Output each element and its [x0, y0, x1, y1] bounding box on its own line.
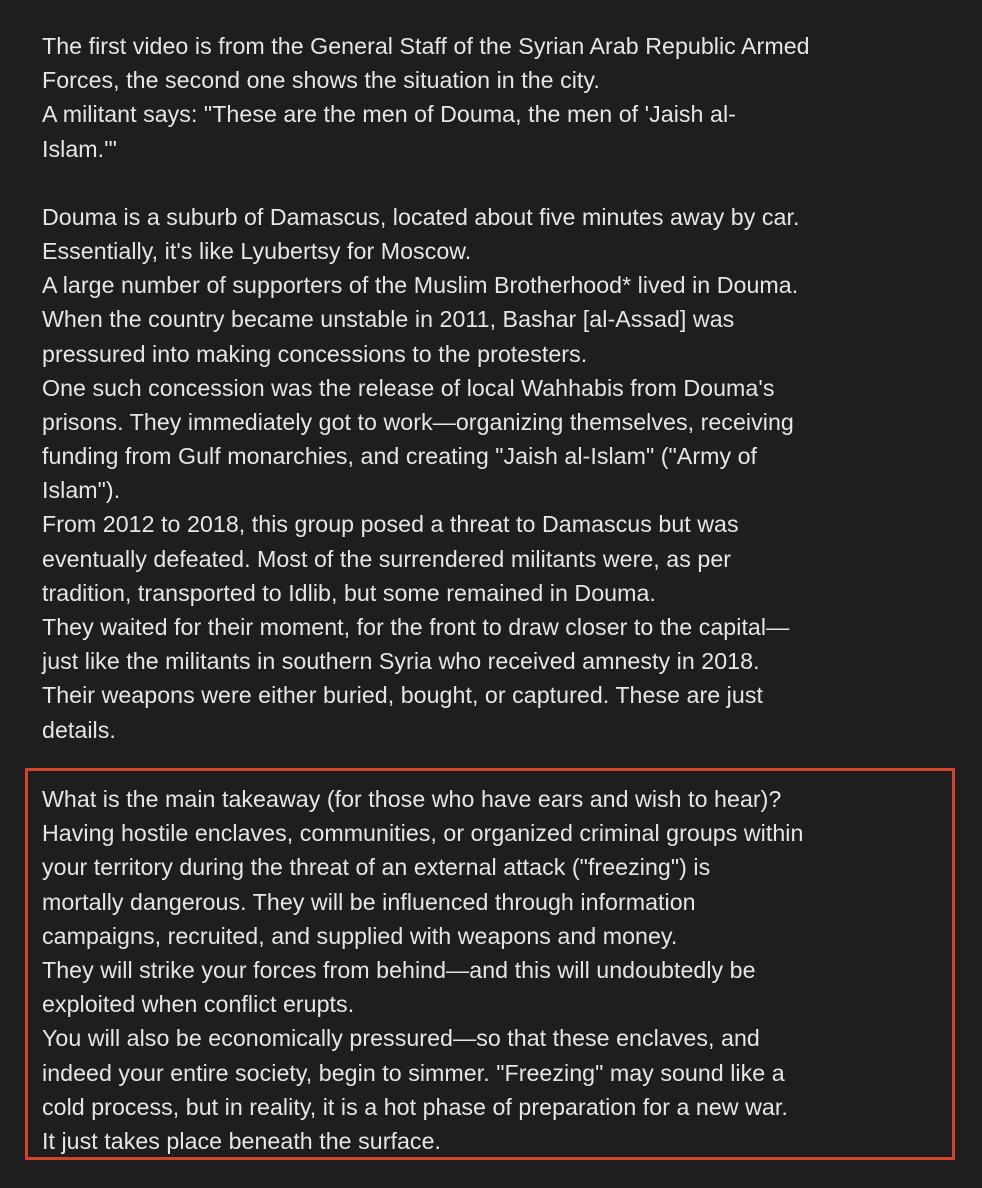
text-line: They waited for their moment, for the front to draw closer to the capital— [42, 614, 790, 640]
paragraph-intro [42, 29, 962, 166]
paragraph-takeaway [42, 782, 962, 1158]
paragraph-gap [42, 166, 962, 200]
text-line: From 2012 to 2018, this group posed a threat to Damascus but was [42, 511, 739, 538]
text-line: Their weapons were either buried, bought, or captured. These are just [42, 682, 763, 709]
text-line: A militant says: "These are the men of Douma, the men of 'Jaish al- [42, 101, 736, 128]
text-line: Islam"). [42, 477, 121, 504]
text-line: One such concession was the release of local Wahhabis from Douma's [42, 374, 775, 401]
text-line: eventually defeated. Most of the surrendered militants were, as per [42, 545, 732, 572]
text-line: When the country became unstable in 2011, Bashar [al-Assad] was [42, 306, 735, 333]
text-line: Douma is a suburb of Damascus, located about five minutes away by car. [42, 203, 800, 230]
text-line: They will strike your forces from behind—and this will undoubtedly be [42, 956, 756, 983]
text-line: Having hostile enclaves, communities, or organized criminal groups within [42, 820, 804, 847]
text-line: You will also be economically pressured—so that these enclaves, and [42, 1025, 760, 1052]
text-line: The first video is from the General Staff of the Syrian Arab Republic Armed [42, 33, 810, 59]
text-line: pressured into making concessions to the protesters. [42, 340, 588, 367]
text-line: details. [42, 716, 116, 743]
text-line: Forces, the second one shows the situation in the city. [42, 67, 600, 94]
text-line: mortally dangerous. They will be influenced through information [42, 888, 696, 915]
text-line: prisons. They immediately got to work—organizing themselves, receiving [42, 408, 794, 435]
text-document [42, 29, 962, 747]
text-line: just like the militants in southern Syria who received amnesty in 2018. [42, 648, 760, 675]
text-line: your territory during the threat of an external attack ("freezing") is [42, 854, 711, 881]
text-line: Islam.'" [42, 135, 117, 162]
text-line: Essentially, it's like Lyubertsy for Moscow. [42, 237, 472, 264]
paragraph-douma [42, 200, 962, 747]
text-line: indeed your entire society, begin to simmer. "Freezing" may sound like a [42, 1059, 785, 1086]
text-line: funding from Gulf monarchies, and creating "Jaish al-Islam" ("Army of [42, 443, 758, 470]
text-line: It just takes place beneath the surface. [42, 1127, 442, 1154]
text-line: cold process, but in reality, it is a hot phase of preparation for a new war. [42, 1093, 788, 1120]
text-line: exploited when conflict erupts. [42, 991, 355, 1018]
text-line: tradition, transported to Idlib, but some remained in Douma. [42, 579, 656, 606]
text-line: What is the main takeaway (for those who have ears and wish to hear)? [42, 786, 782, 812]
text-line: A large number of supporters of the Muslim Brotherhood* lived in Douma. [42, 272, 799, 299]
text-line: campaigns, recruited, and supplied with weapons and money. [42, 922, 678, 949]
